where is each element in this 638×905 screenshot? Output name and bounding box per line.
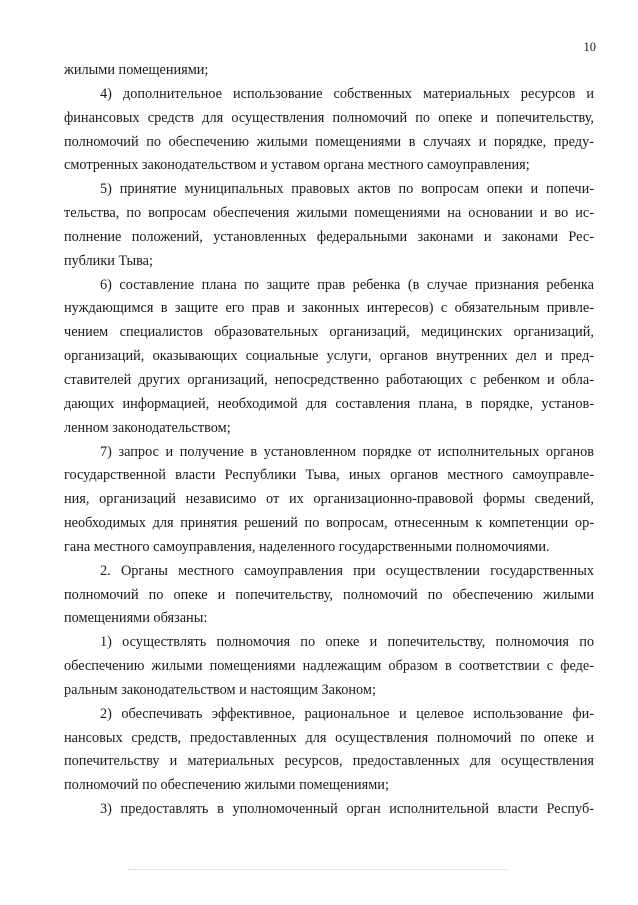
scan-artifact-divider bbox=[128, 869, 508, 870]
text-line: ральным законодательством и настоящим Законом; bbox=[64, 681, 376, 698]
text-line: финансовых средств для осуществления полномочий по опеке и попечительству, bbox=[64, 109, 594, 126]
text-line: 4) дополнительное использование собственных материальных ресурсов и bbox=[100, 85, 594, 102]
text-line: гана местного самоуправления, наделенного государственными полномочиями. bbox=[64, 538, 550, 555]
text-line: попечительству и материальных ресурсов, предоставленных для осуществления bbox=[64, 753, 594, 770]
text-line: дающих информацией, необходимой для составления плана, в порядке, установ- bbox=[64, 395, 594, 412]
text-line: ния, организаций независимо от их организационно-правовой формы сведений, bbox=[64, 491, 594, 508]
text-line: помещениями обязаны: bbox=[64, 610, 208, 627]
text-line: 3) предоставлять в уполномоченный орган исполнительной власти Респуб- bbox=[100, 801, 594, 818]
text-line: 5) принятие муниципальных правовых актов по вопросам опеки и попечи- bbox=[100, 181, 594, 198]
text-line: 2. Органы местного самоуправления при осуществлении государственных bbox=[100, 562, 594, 579]
text-line: смотренных законодательством и уставом органа местного самоуправления; bbox=[64, 157, 530, 174]
text-line: тельства, по вопросам обеспечения жилыми помещениями на основании и во ис- bbox=[64, 205, 594, 222]
text-line: ленном законодательством; bbox=[64, 419, 231, 436]
text-line: необходимых для принятия решений по вопросам, отнесенным к компетенции ор- bbox=[64, 515, 594, 532]
text-line: нуждающимся в защите его прав и законных интересов) с обязательным привле- bbox=[64, 300, 594, 317]
text-line: государственной власти Республики Тыва, иных органов местного самоуправле- bbox=[64, 467, 594, 484]
text-line: полнение положений, установленных федеральными законами и законами Рес- bbox=[64, 228, 594, 245]
text-line: 2) обеспечивать эффективное, рациональное и целевое использование фи- bbox=[100, 705, 594, 722]
text-line: 6) составление плана по защите прав ребенка (в случае признания ребенка bbox=[100, 276, 594, 293]
text-line: ставителей других организаций, непосредственно работающих с ребенком и обла- bbox=[64, 371, 594, 388]
text-line: нансовых средств, предоставленных для осуществления полномочий по опеке и bbox=[64, 729, 594, 746]
text-line: жилыми помещениями; bbox=[64, 62, 209, 78]
text-line: чением специалистов образовательных организаций, медицинских организаций, bbox=[64, 324, 594, 341]
text-line: организаций, оказывающих социальные услуги, органов внутренних дел и пред- bbox=[64, 348, 594, 365]
text-line: полномочий по обеспечению жилыми помещениями в случаях и порядке, преду- bbox=[64, 133, 594, 150]
text-line: публики Тыва; bbox=[64, 252, 153, 269]
document-body bbox=[64, 59, 594, 822]
text-line: обеспечению жилыми помещениями надлежащим образом в соответствии с феде- bbox=[64, 658, 594, 675]
text-line: полномочий по опеке и попечительству, полномочий по обеспечению жилыми bbox=[64, 586, 594, 603]
page-number: 10 bbox=[583, 40, 596, 54]
text-line: 1) осуществлять полномочия по опеке и попечительству, полномочия по bbox=[100, 634, 594, 651]
text-line: полномочий по обеспечению жилыми помещениями; bbox=[64, 777, 389, 794]
text-line: 7) запрос и получение в установленном порядке от исполнительных органов bbox=[100, 443, 594, 460]
